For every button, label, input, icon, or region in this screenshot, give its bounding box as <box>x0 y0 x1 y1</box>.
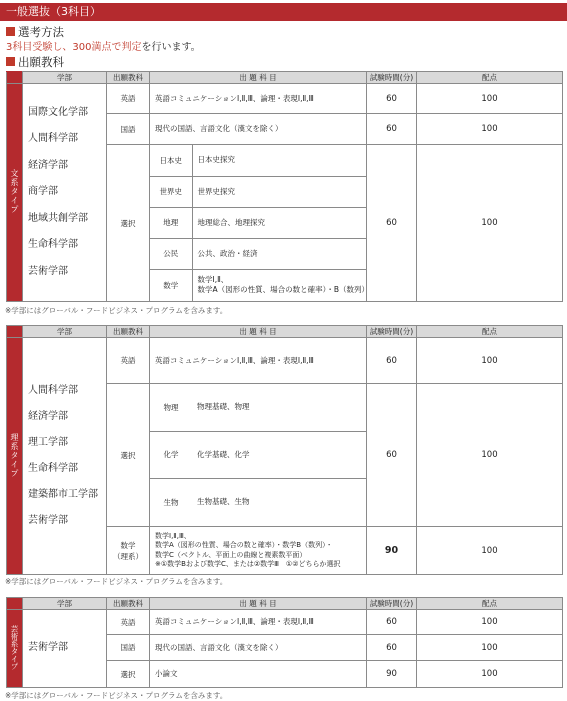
subject-line: ※①数学Bおよび数学C、または②数学Ⅲ ①②どちらか選択 <box>155 560 341 568</box>
elective-name: 物理 <box>150 384 192 431</box>
method-heading <box>6 25 64 39</box>
faculty-name: 芸術学部 <box>28 515 68 526</box>
subjects-cell: 英語コミュニケーションⅠ,Ⅱ,Ⅲ、論理・表現Ⅰ,Ⅱ,Ⅲ <box>150 338 367 384</box>
faculty-list <box>23 610 107 688</box>
faculty-name: 地域共創学部 <box>28 212 88 224</box>
footnote: ※学部にはグローバル・フードビジネス・プログラムを含みます。 <box>5 306 228 315</box>
faculty-name: 芸術学部 <box>28 642 68 654</box>
method-lead-emphasis: 3科目受験し、300満点で判定 <box>6 42 142 53</box>
type-header-blank <box>7 72 23 84</box>
time-cell: 90 <box>367 661 417 688</box>
category-cell: 選択 <box>107 384 150 527</box>
subject-line: 数学C（ベクトル、平面上の曲線と複素数平面） <box>155 550 307 559</box>
elective-subject <box>192 269 370 301</box>
header-time: 試験時間(分) <box>367 598 417 610</box>
faculty-list <box>23 338 107 575</box>
category-cell: 選択 <box>107 661 150 688</box>
faculty-name: 芸術学部 <box>28 265 68 277</box>
footnote: ※学部にはグローバル・フードビジネス・プログラムを含みます。 <box>5 691 228 700</box>
points-cell: 100 <box>417 145 563 302</box>
header-category: 出願教科 <box>107 326 150 338</box>
subjects-heading <box>6 55 64 69</box>
method-lead <box>6 42 201 54</box>
header-subjects: 出 題 科 目 <box>150 326 367 338</box>
elective-subjects <box>150 145 370 302</box>
faculty-name: 生命科学部 <box>28 239 78 251</box>
time-cell: 60 <box>367 610 417 635</box>
geijutsu-table <box>6 597 563 688</box>
header-faculty: 学部 <box>23 72 107 84</box>
elective-subject: 世界史探究 <box>192 176 366 207</box>
header-time: 試験時間(分) <box>367 326 417 338</box>
header-subjects: 出 題 科 目 <box>150 72 367 84</box>
subjects-cell: 英語コミュニケーションⅠ,Ⅱ,Ⅲ、論理・表現Ⅰ,Ⅱ,Ⅲ <box>150 610 367 635</box>
faculty-list <box>23 84 107 302</box>
elective-subject-line: 数学Ⅰ,Ⅱ、 <box>197 275 229 285</box>
elective-subject: 地理総合、地理探究 <box>192 207 366 238</box>
elective-name: 公民 <box>150 238 192 269</box>
category-cell: 国語 <box>107 114 150 145</box>
time-cell: 90 <box>367 527 417 575</box>
faculty-name: 商学部 <box>28 186 58 198</box>
category-cell: 英語 <box>107 84 150 114</box>
time-cell: 60 <box>367 384 417 527</box>
type-label-bunkei: 文系タイプ <box>7 84 23 302</box>
faculty-name: 経済学部 <box>28 159 68 171</box>
elective-subject: 日本史探究 <box>192 145 366 176</box>
type-label-rikei: 理系タイプ <box>7 338 23 575</box>
elective-subjects <box>150 384 367 527</box>
header-time: 試験時間(分) <box>367 72 417 84</box>
category-line: （理系） <box>113 551 143 561</box>
points-cell: 100 <box>417 114 563 145</box>
faculty-name: 国際文化学部 <box>28 106 88 118</box>
category-cell: 選択 <box>107 145 150 302</box>
points-cell: 100 <box>417 384 563 527</box>
time-cell: 60 <box>367 84 417 114</box>
header-points: 配点 <box>417 72 563 84</box>
category-cell: 英語 <box>107 610 150 635</box>
header-points: 配点 <box>417 598 563 610</box>
subjects-cell: 英語コミュニケーションⅠ,Ⅱ,Ⅲ、論理・表現Ⅰ,Ⅱ,Ⅲ <box>150 84 367 114</box>
header-faculty: 学部 <box>23 598 107 610</box>
time-cell: 60 <box>367 114 417 145</box>
method-title: 選考方法 <box>18 25 64 39</box>
points-cell: 100 <box>417 338 563 384</box>
faculty-name: 人間科学部 <box>28 385 78 396</box>
points-cell: 100 <box>417 635 563 661</box>
points-cell: 100 <box>417 610 563 635</box>
time-cell: 60 <box>367 635 417 661</box>
subject-line: 数学Ⅰ,Ⅱ,Ⅲ、 <box>155 531 191 540</box>
faculty-name: 建築都市工学部 <box>28 489 98 500</box>
subjects-cell: 現代の国語、言語文化（漢文を除く） <box>150 635 367 661</box>
faculty-name: 人間科学部 <box>28 133 78 145</box>
elective-name: 世界史 <box>150 176 192 207</box>
elective-name: 化学 <box>150 431 192 478</box>
category-line: 数学 <box>120 540 136 550</box>
elective-name: 日本史 <box>150 145 192 176</box>
elective-subject: 公共、政治・経済 <box>192 238 366 269</box>
header-faculty: 学部 <box>23 326 107 338</box>
elective-subject: 生物基礎、生物 <box>197 497 250 507</box>
square-bullet-icon <box>6 27 15 36</box>
elective-name: 生物 <box>163 497 179 507</box>
subjects-cell: 現代の国語、言語文化（漢文を除く） <box>150 114 367 145</box>
subjects-title: 出願教科 <box>18 55 64 69</box>
points-cell: 100 <box>417 84 563 114</box>
elective-name: 数学 <box>150 269 192 301</box>
points-cell: 100 <box>417 661 563 688</box>
elective-name: 地理 <box>150 207 192 238</box>
footnote: ※学部にはグローバル・フードビジネス・プログラムを含みます。 <box>5 577 228 586</box>
faculty-name: 理工学部 <box>28 437 68 448</box>
subjects-cell <box>150 527 367 575</box>
method-lead-rest: を行います。 <box>141 42 201 53</box>
bunkei-table <box>6 71 563 302</box>
points-cell: 100 <box>417 527 563 575</box>
time-cell: 60 <box>367 338 417 384</box>
rikei-table <box>6 325 563 575</box>
page-banner: 一般選抜（3科目） <box>0 3 567 21</box>
elective-subject-line: 数学A（図形の性質、場合の数と確率）・B（数列） <box>197 285 370 295</box>
type-header-blank <box>7 598 23 610</box>
faculty-name: 経済学部 <box>28 411 68 422</box>
header-subjects: 出 題 科 目 <box>150 598 367 610</box>
time-cell: 60 <box>367 145 417 302</box>
header-category: 出願教科 <box>107 598 150 610</box>
elective-subject: 物理基礎、物理 <box>192 384 366 431</box>
header-category: 出願教科 <box>107 72 150 84</box>
header-points: 配点 <box>417 326 563 338</box>
type-label-geijutsu: 芸術系タイプ <box>7 610 23 688</box>
category-cell: 英語 <box>107 338 150 384</box>
square-bullet-icon <box>6 57 15 66</box>
category-cell <box>107 527 150 575</box>
subject-line: 数学A（図形の性質、場合の数と確率）・数学B（数列）・ <box>155 541 333 549</box>
faculty-name: 生命科学部 <box>28 463 78 474</box>
category-cell: 国語 <box>107 635 150 661</box>
elective-subject: 化学基礎、化学 <box>192 431 366 478</box>
subjects-cell: 小論文 <box>150 661 367 688</box>
type-header-blank <box>7 326 23 338</box>
